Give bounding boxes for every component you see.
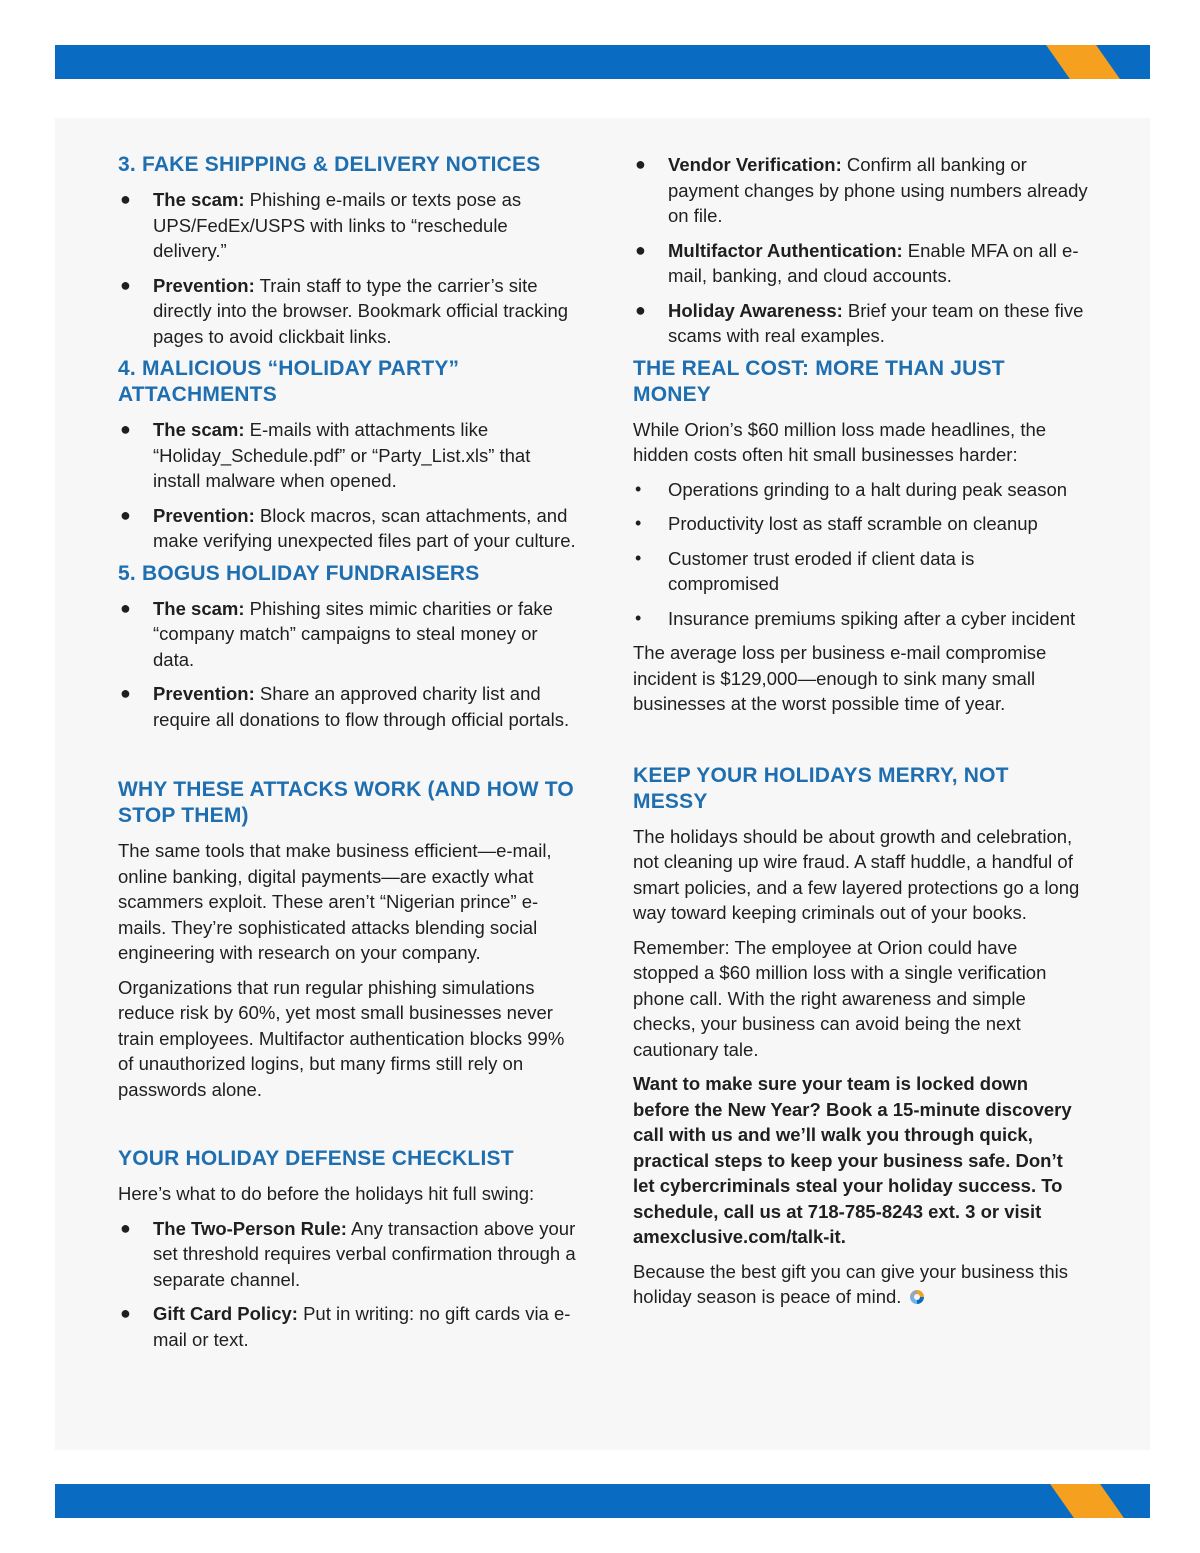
bullet-icon: ●	[120, 504, 131, 525]
checklist-heading: YOUR HOLIDAY DEFENSE CHECKLIST	[118, 1147, 514, 1170]
section-4-heading: 4. MALICIOUS “HOLIDAY PARTY” ATTACHMENTS	[118, 357, 460, 406]
bullet-icon: ●	[120, 189, 131, 209]
list-item: ● Holiday Awareness: Brief your team on these five scams with real examples.	[635, 299, 1084, 346]
checklist-list	[118, 1216, 578, 1353]
merry-paragraph-1: The holidays should be about growth and celebration, not cleaning up wire fraud. A staff huddle, a handful of smart policies, and a few layered protections go a long way toward keeping criminals out of your books.	[633, 825, 1080, 923]
checklist-continued-list	[633, 152, 1088, 349]
list-item: • Operations grinding to a halt during peak season	[633, 477, 1088, 503]
list-item: ● Vendor Verification: Confirm all banking or payment changes by phone using numbers already on file.	[635, 154, 1088, 226]
list-item: • Customer trust eroded if client data is compromised	[635, 547, 975, 594]
bullet-icon: ●	[120, 683, 131, 703]
list-item: ● The scam: Phishing e-mails or texts pose as UPS/FedEx/USPS with links to “reschedule delivery.”	[120, 189, 522, 261]
list-item: ● Prevention: Train staff to type the carrier’s site directly into the browser. Bookmark official tracking pages to avoid clickbait links.	[120, 274, 569, 347]
bottom-color-bar	[55, 1484, 1150, 1518]
list-item: ● The scam: Phishing sites mimic charities or fake “company match” campaigns to steal money or data.	[120, 597, 553, 670]
list-item: ● Multifactor Authentication: Enable MFA on all e-mail, banking, and cloud accounts.	[635, 239, 1079, 286]
bullet-icon: ●	[120, 1217, 131, 1238]
bullet-icon: ●	[635, 239, 646, 260]
bullet-icon: ●	[120, 597, 131, 618]
bullet-icon: ●	[120, 274, 131, 295]
call-to-action: Want to make sure your team is locked down before the New Year? Book a 15-minute discovery call with us and we’ll walk you through quick, practical steps to keep your business safe. Don’t let cybercriminals steal your holiday success. To schedule, call us at 718-785-8243 ext. 3 or visit amexclusive.com/talk-it.	[633, 1073, 1072, 1247]
cost-intro: While Orion’s $60 million loss made headlines, the hidden costs often hit small businesses harder:	[633, 418, 1047, 465]
bullet-icon: ●	[120, 1303, 131, 1323]
bullet-icon: ●	[120, 419, 131, 439]
closing-paragraph: Because the best gift you can give your business this holiday season is peace of mind.	[633, 1260, 1069, 1307]
list-item: ● Prevention: Block macros, scan attachments, and make verifying unexpected files part of your culture.	[120, 504, 576, 551]
merry-paragraph-2: Remember: The employee at Orion could have stopped a $60 million loss with a single verification phone call. With the right awareness and simple checks, your business can avoid being the next cautionary tale.	[633, 936, 1047, 1060]
top-color-bar	[55, 45, 1150, 79]
merry-heading: KEEP YOUR HOLIDAYS MERRY, NOT MESSY	[633, 763, 1009, 813]
list-item: ● The Two-Person Rule: Any transaction above your set threshold requires verbal confirmation through a separate channel.	[120, 1217, 576, 1290]
right-column	[633, 152, 1088, 1310]
left-column	[118, 152, 578, 1352]
section-3-heading: 3. FAKE SHIPPING & DELIVERY NOTICES	[118, 153, 541, 176]
checklist-intro: Here’s what to do before the holidays hit full swing:	[118, 1183, 535, 1204]
top-accent-stripe	[1046, 45, 1120, 79]
why-heading: WHY THESE ATTACKS WORK (AND HOW TO STOP THEM)	[118, 778, 574, 827]
bullet-icon: •	[635, 547, 642, 568]
section-4-list	[118, 417, 578, 554]
section-3-list	[118, 187, 578, 349]
cost-heading: THE REAL COST: MORE THAN JUST MONEY	[633, 356, 1005, 406]
cost-outro: The average loss per business e-mail compromise incident is $129,000—enough to sink many small businesses at the worst possible time of year.	[633, 642, 1047, 714]
section-5-heading: 5. BOGUS HOLIDAY FUNDRAISERS	[118, 561, 480, 585]
why-paragraph-2: Organizations that run regular phishing simulations reduce risk by 60%, yet most small businesses never train employees. Multifactor authentication blocks 99% of unauthorized logins, but many firms still rely on passwords alone.	[118, 976, 565, 1100]
bullet-icon: ●	[635, 299, 646, 320]
list-item: ● Prevention: Share an approved charity list and require all donations to flow through official portals.	[120, 683, 570, 730]
company-logo-icon	[909, 1289, 925, 1305]
cost-list	[633, 477, 1088, 632]
bullet-icon: •	[635, 607, 642, 628]
section-5-list	[118, 596, 578, 733]
bullet-icon: ●	[635, 154, 646, 174]
bullet-icon: •	[635, 478, 642, 499]
list-item: ● The scam: E-mails with attachments like “Holiday_Schedule.pdf” or “Party_List.xls” that install malware when opened.	[120, 419, 531, 491]
list-item: • Insurance premiums spiking after a cyber incident	[633, 606, 1088, 632]
bullet-icon: •	[635, 513, 642, 533]
list-item: • Productivity lost as staff scramble on cleanup	[633, 511, 1088, 537]
why-paragraph-1: The same tools that make business efficient—e-mail, online banking, digital payments—are exactly what scammers exploit. These aren’t “Nigerian prince” e-mails. They’re sophisticated attacks blending social engineering with research on your company.	[118, 840, 552, 963]
bottom-accent-stripe	[1050, 1484, 1124, 1518]
list-item: ● Gift Card Policy: Put in writing: no gift cards via e-mail or text.	[120, 1303, 571, 1350]
